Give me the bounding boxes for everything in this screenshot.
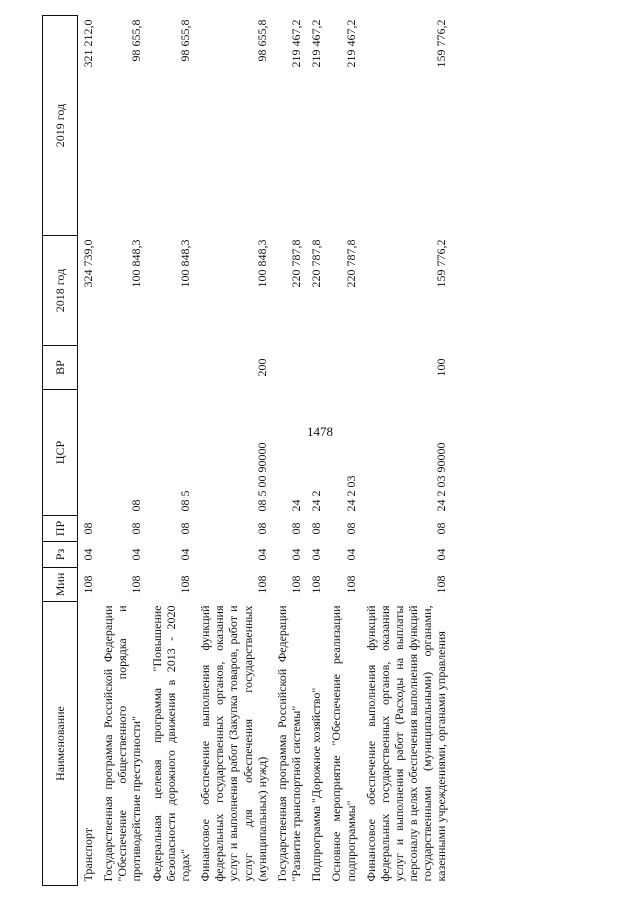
header-2018: 2018 год <box>43 236 78 346</box>
table-row <box>78 16 99 886</box>
table-row <box>147 16 195 886</box>
row-csr: 08 <box>129 499 144 512</box>
row-name: Финансовое обеспечение выполнения функций федеральных государственных органов, оказания услуг и выполнения работ (Расходы на выплаты персоналу в целях обеспечения выполнения функций государственными (муниципальными) органами, казенными учреждениями, органами управления <box>363 605 449 882</box>
row-2019: 219 467,2 <box>343 19 358 68</box>
header-csr: ЦСР <box>43 390 78 516</box>
row-pr: 08 <box>434 522 449 535</box>
row-vr: 100 <box>434 358 449 377</box>
row-rz: 04 <box>81 548 95 561</box>
row-rz: 04 <box>289 548 304 561</box>
row-2019: 98 655,8 <box>177 19 192 62</box>
row-min: 108 <box>309 575 324 594</box>
row-2018: 220 787,8 <box>309 239 324 288</box>
row-pr: 08 <box>309 522 324 535</box>
header-row <box>43 16 78 886</box>
row-min: 108 <box>343 575 358 594</box>
row-vr <box>326 346 360 390</box>
header-min: Мин <box>43 568 78 602</box>
row-vr: 200 <box>254 358 269 377</box>
table-row <box>361 16 452 886</box>
rotated-page <box>42 16 602 886</box>
row-2018: 100 848,3 <box>254 239 269 288</box>
header-pr: ПР <box>43 516 78 542</box>
row-pr: 08 <box>254 522 269 535</box>
row-min: 108 <box>434 575 449 594</box>
row-2018: 159 776,2 <box>434 239 449 288</box>
row-min: 108 <box>289 575 304 594</box>
row-rz: 04 <box>254 548 269 561</box>
row-csr: 24 2 <box>309 490 324 512</box>
table-row <box>306 16 326 886</box>
row-2019: 219 467,2 <box>309 19 324 68</box>
row-2018: 100 848,3 <box>129 239 144 288</box>
row-name: Основное мероприятие "Обеспечение реализации подпрограммы" <box>329 605 358 882</box>
row-csr <box>78 390 99 516</box>
row-2019: 98 655,8 <box>254 19 269 62</box>
row-min: 108 <box>81 575 95 594</box>
row-min: 108 <box>254 575 269 594</box>
table-row <box>272 16 306 886</box>
row-2019: 98 655,8 <box>129 19 144 62</box>
table-row <box>326 16 360 886</box>
row-2018: 220 787,8 <box>289 239 304 288</box>
row-name: Государственная программа Российской Федерации "Развитие транспортной системы" <box>274 605 304 882</box>
row-2018: 220 787,8 <box>343 239 358 288</box>
row-csr: 24 2 03 <box>343 475 358 512</box>
row-pr: 08 <box>81 522 95 535</box>
row-vr <box>147 346 195 390</box>
page-number: 1478 <box>307 424 333 439</box>
table-row <box>195 16 272 886</box>
row-name: Государственная программа Российской Федерации "Обеспечение общественного порядка и противодействие преступности" <box>101 605 144 882</box>
row-name: Подпрограмма "Дорожное хозяйство" <box>309 687 324 882</box>
header-2019: 2019 год <box>43 16 78 236</box>
row-vr <box>98 346 146 390</box>
row-rz: 04 <box>434 548 449 561</box>
row-pr: 08 <box>177 522 192 535</box>
row-csr: 24 2 03 90000 <box>434 442 449 512</box>
row-2018: 100 848,3 <box>177 239 192 288</box>
header-rz: Рз <box>43 542 78 568</box>
row-name: Финансовое обеспечение выполнения функций федеральных государственных органов, оказания услуг и выполнения работ (Закупка товаров, работ и услуг для обеспечения государственных (муниципальных) нужд) <box>198 605 269 882</box>
row-name: Федеральная целевая программа "Повышение безопасности дорожного движения в 2013 - 2020 годах" <box>149 605 192 882</box>
row-vr <box>306 346 326 390</box>
row-csr: 08 5 <box>177 490 192 512</box>
row-pr: 08 <box>343 522 358 535</box>
table-row <box>98 16 146 886</box>
row-name: Транспорт <box>81 828 95 882</box>
row-rz: 04 <box>129 548 144 561</box>
row-rz: 04 <box>177 548 192 561</box>
budget-table <box>42 15 452 886</box>
row-pr: 08 <box>289 522 304 535</box>
header-name: Наименование <box>43 602 78 886</box>
row-2018: 324 739,0 <box>81 239 95 288</box>
header-vr: ВР <box>43 346 78 390</box>
row-2019: 159 776,2 <box>434 19 449 68</box>
row-min: 108 <box>177 575 192 594</box>
row-2019: 321 212,0 <box>81 19 95 68</box>
row-rz: 04 <box>309 548 324 561</box>
row-csr: 24 <box>289 499 304 512</box>
row-pr: 08 <box>129 522 144 535</box>
row-rz: 04 <box>343 548 358 561</box>
row-vr <box>272 346 306 390</box>
row-csr: 08 5 00 90000 <box>254 442 269 512</box>
row-2019: 219 467,2 <box>289 19 304 68</box>
row-vr <box>78 346 99 390</box>
row-min: 108 <box>129 575 144 594</box>
